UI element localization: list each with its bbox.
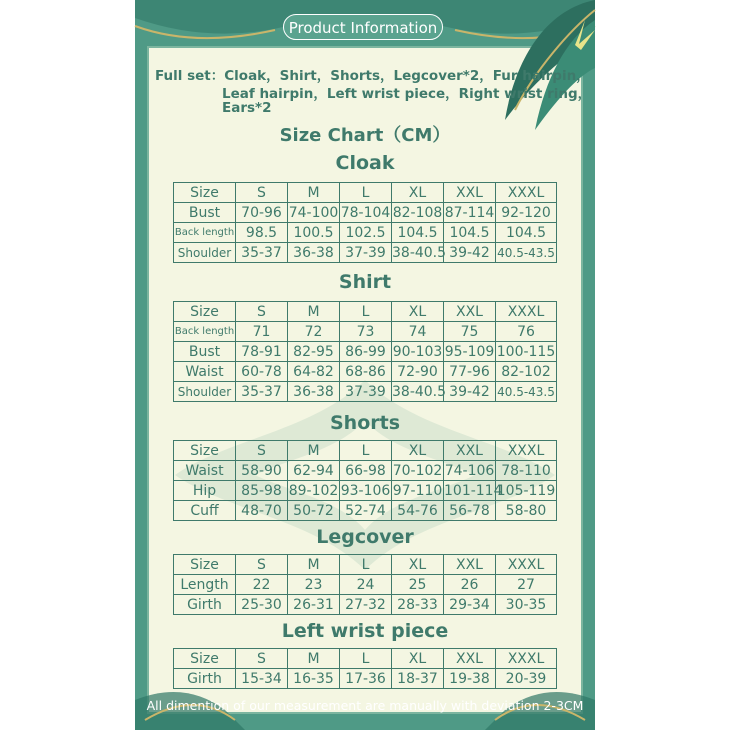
table-cell: 39-42: [444, 243, 496, 263]
size-chart-title: Size Chart（CM）: [279, 125, 451, 146]
table-cell: XXL: [444, 441, 496, 461]
table-cell: 95-109: [444, 343, 495, 360]
full-set-items-1: Cloak，Shirt，Shorts，Legcover*2，Fur hairpin，: [224, 68, 590, 84]
table-row-label: Back length: [174, 223, 236, 243]
table-cell: 100.5: [288, 223, 340, 243]
table-cell: 104.5: [444, 223, 496, 243]
table-cell: 93-106: [340, 482, 391, 499]
table-cell: XXL: [444, 649, 496, 669]
table-row: [174, 669, 557, 689]
table-cell: 25-30: [236, 595, 288, 615]
table-cell: 19-38: [444, 669, 496, 689]
table-cell: 98.5: [236, 223, 288, 243]
table-cell: M: [288, 183, 340, 203]
table-cell: 82-102: [496, 362, 557, 382]
table-row: [174, 481, 557, 501]
cloak-title: Cloak: [335, 152, 395, 174]
table-cell: 97-110: [392, 482, 443, 499]
table-cell: 85-98: [236, 481, 288, 501]
table-cell: 74-100: [288, 204, 339, 221]
table-row-label: Cuff: [174, 501, 236, 521]
table-header-row: [174, 302, 557, 322]
table-cell: 74-106: [444, 462, 495, 479]
table-cell: 58-90: [236, 461, 288, 481]
table-row-label: Length: [174, 575, 236, 595]
table-cell: 92-120: [496, 203, 557, 223]
legcover-title: Legcover: [316, 526, 414, 548]
table-row-label: Size: [174, 302, 236, 322]
table-row-label: Bust: [174, 203, 236, 223]
table-cell: 56-78: [444, 501, 496, 521]
table-cell: 50-72: [288, 501, 340, 521]
table-cell: XL: [392, 555, 444, 575]
table-cell: 82-95: [288, 342, 340, 362]
table-cell: L: [340, 302, 392, 322]
table-cell: 24: [340, 575, 392, 595]
table-cell: 35-37: [236, 382, 288, 402]
table-cell: 27-32: [340, 595, 392, 615]
table-cell: 16-35: [288, 669, 340, 689]
full-set-line-1: [155, 64, 590, 84]
table-cell: XL: [392, 649, 444, 669]
table-cell: 40.5-43.5: [496, 243, 557, 263]
table-row-label: Size: [174, 441, 236, 461]
table-cell: 36-38: [288, 382, 340, 402]
table-cell: S: [236, 649, 288, 669]
table-cell: 72: [288, 322, 340, 342]
table-row-label: Bust: [174, 342, 236, 362]
table-cell: 70-96: [236, 203, 288, 223]
shirt-size-table: [173, 301, 557, 402]
table-cell: 20-39: [496, 669, 557, 689]
shorts-size-table: [173, 440, 557, 521]
table-cell: 25: [392, 575, 444, 595]
table-cell: 37-39: [340, 243, 392, 263]
table-cell: 27: [496, 575, 557, 595]
table-cell: 87-114: [444, 204, 495, 221]
table-cell: M: [288, 441, 340, 461]
table-cell: 68-86: [340, 362, 392, 382]
table-row-label: Back length: [174, 322, 236, 342]
table-cell: XXXL: [496, 183, 557, 203]
table-cell: XXXL: [496, 555, 557, 575]
table-cell: 26-31: [288, 595, 340, 615]
table-cell: 39-42: [444, 382, 496, 402]
table-row: [174, 382, 557, 402]
table-header-row: [174, 441, 557, 461]
table-row: [174, 362, 557, 382]
table-cell: 29-34: [444, 595, 496, 615]
table-cell: 26: [444, 575, 496, 595]
table-cell: 38-40.5: [392, 244, 447, 261]
table-row-label: Size: [174, 183, 236, 203]
table-cell: 76: [496, 322, 557, 342]
table-cell: 23: [288, 575, 340, 595]
table-cell: XXXL: [496, 302, 557, 322]
table-row-label: Size: [174, 649, 236, 669]
full-set-line-2: Leaf hairpin，Left wrist piece，Right wrist ring，: [222, 86, 592, 102]
table-cell: 18-37: [392, 669, 444, 689]
table-cell: 22: [236, 575, 288, 595]
table-cell: 70-102: [392, 462, 443, 479]
table-cell: 40.5-43.5: [496, 382, 557, 402]
table-header-row: [174, 555, 557, 575]
table-cell: 100-115: [496, 343, 556, 360]
table-cell: XXL: [444, 555, 496, 575]
table-cell: S: [236, 555, 288, 575]
table-row-label: Waist: [174, 362, 236, 382]
table-cell: 36-38: [288, 243, 340, 263]
table-cell: S: [236, 302, 288, 322]
table-row: [174, 223, 557, 243]
table-cell: M: [288, 649, 340, 669]
table-cell: XXL: [444, 302, 496, 322]
table-row: [174, 595, 557, 615]
table-cell: XL: [392, 183, 444, 203]
table-cell: 101-114: [444, 482, 503, 499]
table-cell: 66-98: [340, 461, 392, 481]
full-set-line-3: Ears*2: [222, 100, 272, 116]
product-info-panel: [135, 0, 595, 730]
product-information-title: Product Information: [283, 14, 443, 40]
legcover-size-table: [173, 554, 557, 615]
table-cell: 15-34: [236, 669, 288, 689]
table-cell: 105-119: [496, 482, 556, 499]
table-cell: 58-80: [496, 501, 557, 521]
table-cell: 60-78: [236, 362, 288, 382]
table-cell: 74: [392, 322, 444, 342]
table-cell: 90-103: [392, 343, 443, 360]
table-cell: 78-104: [340, 204, 391, 221]
table-cell: 62-94: [288, 461, 340, 481]
table-cell: 35-37: [236, 243, 288, 263]
table-cell: S: [236, 183, 288, 203]
table-cell: L: [340, 555, 392, 575]
table-row-label: Shoulder: [174, 243, 236, 263]
table-cell: 104.5: [392, 223, 444, 243]
table-cell: M: [288, 302, 340, 322]
table-row-label: Girth: [174, 595, 236, 615]
wrist-piece-size-table: [173, 648, 557, 689]
shirt-title: Shirt: [338, 271, 392, 293]
table-row: [174, 461, 557, 481]
table-cell: 64-82: [288, 362, 340, 382]
table-cell: 73: [340, 322, 392, 342]
table-cell: 75: [444, 322, 496, 342]
table-cell: XL: [392, 441, 444, 461]
table-cell: S: [236, 441, 288, 461]
table-cell: XL: [392, 302, 444, 322]
table-row-label: Waist: [174, 461, 236, 481]
table-row: [174, 243, 557, 263]
table-row-label: Girth: [174, 669, 236, 689]
table-cell: 48-70: [236, 501, 288, 521]
wrist-piece-title: Left wrist piece: [281, 620, 449, 642]
table-cell: 86-99: [340, 342, 392, 362]
table-row: [174, 203, 557, 223]
table-cell: XXXL: [496, 441, 557, 461]
table-cell: 72-90: [392, 362, 444, 382]
table-cell: XXXL: [496, 649, 557, 669]
table-row: [174, 342, 557, 362]
table-row: [174, 322, 557, 342]
table-cell: 54-76: [392, 501, 444, 521]
table-cell: L: [340, 649, 392, 669]
table-cell: 52-74: [340, 501, 392, 521]
table-cell: 89-102: [288, 482, 339, 499]
table-cell: L: [340, 183, 392, 203]
table-row-label: Size: [174, 555, 236, 575]
table-row: [174, 575, 557, 595]
table-cell: 28-33: [392, 595, 444, 615]
table-cell: 102.5: [340, 223, 392, 243]
measurement-note: All dimention of our measurement are manually with deviation 2-3CM: [146, 698, 584, 713]
table-row-label: Shoulder: [174, 382, 236, 402]
table-cell: 38-40.5: [392, 383, 447, 400]
table-row-label: Hip: [174, 481, 236, 501]
table-cell: 30-35: [496, 595, 557, 615]
table-cell: 78-110: [496, 461, 557, 481]
table-cell: 71: [236, 322, 288, 342]
table-header-row: [174, 649, 557, 669]
table-cell: M: [288, 555, 340, 575]
table-cell: 77-96: [444, 362, 496, 382]
table-header-row: [174, 183, 557, 203]
table-cell: 37-39: [340, 382, 392, 402]
table-cell: L: [340, 441, 392, 461]
table-row: [174, 501, 557, 521]
table-cell: 17-36: [340, 669, 392, 689]
shorts-title: Shorts: [329, 412, 401, 434]
table-cell: 82-108: [392, 204, 443, 221]
table-cell: 104.5: [496, 223, 557, 243]
table-cell: XXL: [444, 183, 496, 203]
cloak-size-table: [173, 182, 557, 263]
table-cell: 78-91: [236, 342, 288, 362]
full-set-label: Full set：: [155, 68, 225, 84]
